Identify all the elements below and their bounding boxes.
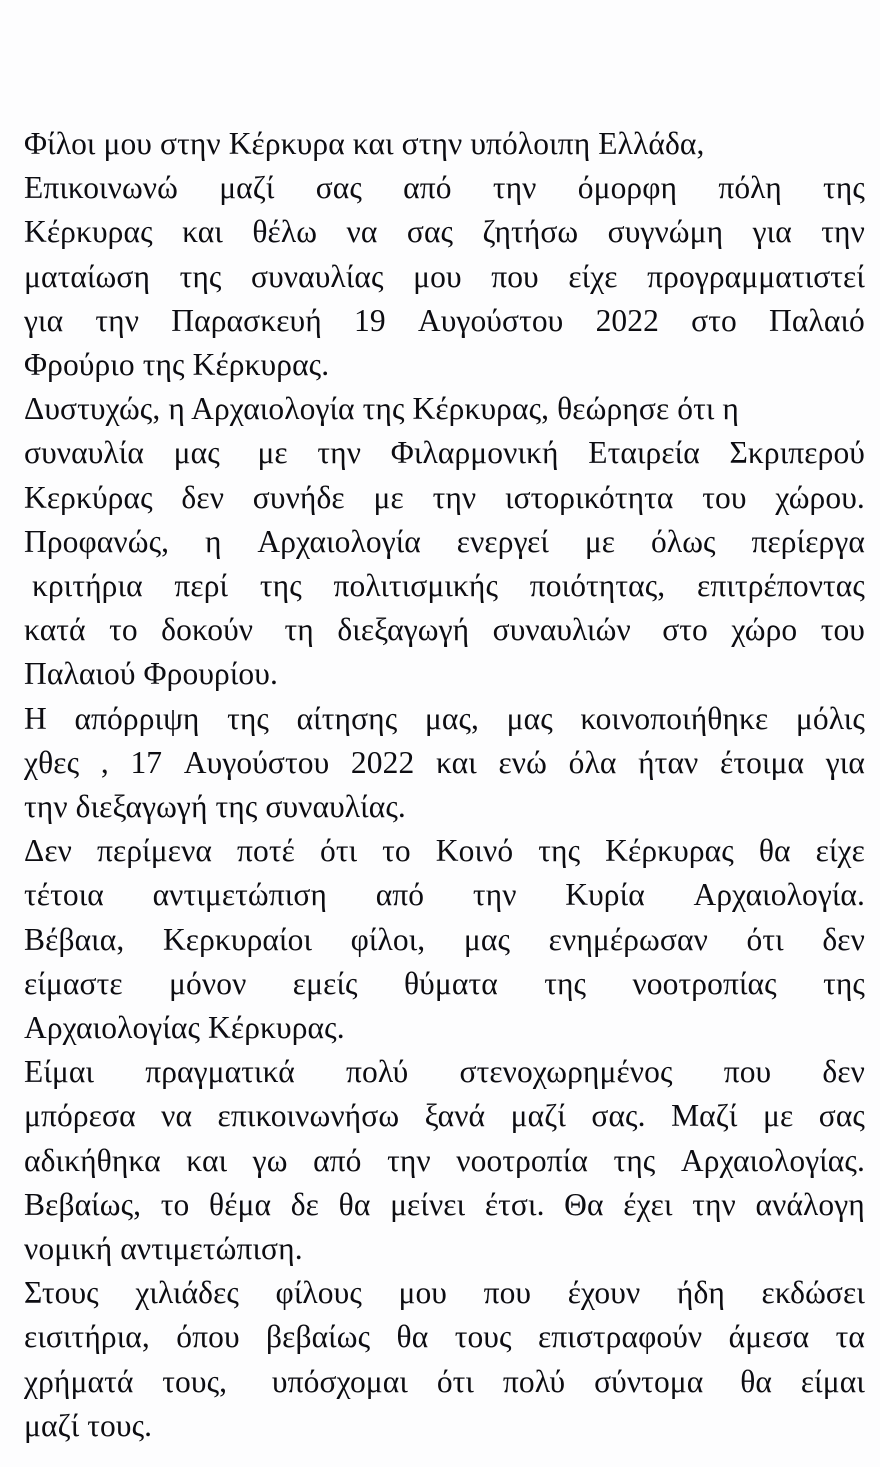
word: πολιτισμικής [333, 568, 499, 604]
word: ήταν [638, 744, 699, 780]
word: μας [173, 435, 220, 471]
word: Η [24, 700, 47, 736]
word: ότι [319, 833, 358, 869]
word: από [403, 170, 452, 206]
word: μείνει [390, 1186, 466, 1222]
word: στο [654, 612, 708, 648]
word: δεν [822, 1054, 865, 1090]
word: ενεργεί [456, 523, 549, 559]
word: τη [276, 612, 314, 648]
text-line [24, 608, 865, 652]
word: συναυλίας [251, 258, 384, 294]
word: χώρου. [775, 479, 865, 515]
word: όπου [176, 1319, 240, 1355]
word: φίλοι, [350, 921, 426, 957]
word: μας [463, 921, 511, 957]
paragraph [24, 122, 865, 387]
word: Αυγούστου [417, 302, 564, 338]
word: Στους [24, 1275, 99, 1311]
word: θύματα [403, 965, 498, 1001]
word: υπόσχομαι [255, 1363, 408, 1399]
word: αίτησης [296, 700, 398, 736]
word: σας [818, 1098, 865, 1134]
word: θα [396, 1319, 429, 1355]
word: χθες [24, 744, 80, 780]
word: ιστορικότητα [505, 479, 674, 515]
word: θα [758, 833, 791, 869]
word: ζητήσω [482, 214, 579, 250]
word: και [435, 744, 477, 780]
word: βεβαίως [266, 1319, 371, 1355]
word: θα [732, 1363, 773, 1399]
word: ανάλογη [755, 1186, 865, 1222]
word: πολύ [346, 1054, 409, 1090]
word: κατά [24, 612, 86, 648]
word: για [24, 302, 64, 338]
word: αντιμετώπιση [152, 877, 327, 913]
word: Κυρία [565, 877, 645, 913]
word: , [100, 744, 109, 780]
word: όλως [650, 523, 716, 559]
word: την [317, 435, 362, 471]
word: Είμαι [24, 1054, 95, 1090]
statement-text-body [24, 122, 865, 1448]
word: εμείς [292, 965, 358, 1001]
word: συγνώμη [607, 214, 724, 250]
word: και [182, 214, 223, 250]
word: μας [506, 700, 553, 736]
word: την [387, 1142, 431, 1178]
word: της [227, 700, 269, 736]
word: Επικοινωνώ [24, 170, 178, 206]
word: χιλιάδες [135, 1275, 239, 1311]
word: την [432, 479, 477, 515]
word: έχει [623, 1186, 673, 1222]
word: προγραμματιστεί [647, 258, 865, 294]
text-line [24, 873, 865, 917]
word: σας [406, 214, 454, 250]
word: ότι [746, 921, 784, 957]
word: σύντομα [594, 1363, 704, 1399]
word: στο [691, 302, 737, 338]
word: μόλις [795, 700, 865, 736]
word: Κερκυραίοι [162, 921, 313, 957]
text-line [24, 1139, 865, 1183]
word: επιτρέποντας [697, 568, 865, 604]
word: δεν [822, 921, 865, 957]
word: είμαστε [24, 965, 123, 1001]
word: φίλους [275, 1275, 362, 1311]
text-line: Παλαιού Φρουρίου. [24, 656, 278, 692]
word: αδικήθηκα [24, 1142, 161, 1178]
word: περίμενα [97, 833, 213, 869]
word: έτσι. [484, 1186, 545, 1222]
word: 17 [130, 744, 163, 780]
paragraph [24, 829, 865, 1050]
word: Θα [564, 1186, 604, 1222]
text-line [24, 1094, 865, 1138]
word: την [472, 877, 517, 913]
word: Παλαιό [769, 302, 865, 338]
word: και [186, 1142, 228, 1178]
text-line [24, 1050, 865, 1094]
text-line: μαζί τους. [24, 1407, 153, 1443]
word: της [538, 833, 581, 869]
word: χρήματά [24, 1363, 134, 1399]
word: μαζί [219, 170, 275, 206]
word: νοοτροπίας [632, 965, 777, 1001]
text-line [24, 1271, 865, 1315]
word: όλα [568, 744, 617, 780]
paragraph [24, 1050, 865, 1271]
word: συναυλία [24, 435, 144, 471]
word: από [375, 877, 425, 913]
word: Κοινό [435, 833, 514, 869]
word: διεξαγωγή [337, 612, 470, 648]
word: το [160, 1186, 190, 1222]
word: Βέβαια, [24, 921, 125, 957]
word: δοκούν [161, 612, 254, 648]
word: ξανά [424, 1098, 486, 1134]
paragraph [24, 387, 865, 696]
word: ήδη [676, 1275, 725, 1311]
text-line [24, 1183, 865, 1227]
word: Βεβαίως, [24, 1186, 142, 1222]
text-line [24, 255, 865, 299]
word: νοοτροπία [456, 1142, 588, 1178]
word: 2022 [595, 302, 659, 338]
word: την [492, 170, 537, 206]
word: η [204, 523, 222, 559]
word: συνήδε [252, 479, 345, 515]
word: Σκριπερού [729, 435, 865, 471]
word: μπόρεσα [24, 1098, 136, 1134]
text-line [24, 829, 865, 873]
word: στενοχωρημένος [459, 1054, 673, 1090]
word: Φιλαρμονική [390, 435, 559, 471]
word: να [346, 214, 378, 250]
word: κριτήρια [24, 568, 143, 604]
word: να [161, 1098, 193, 1134]
text-line [24, 431, 865, 475]
word: μόνον [169, 965, 247, 1001]
word: Αρχαιολογία [257, 523, 421, 559]
word: άμεσα [728, 1319, 810, 1355]
word: από [313, 1142, 362, 1178]
word: κοινοποιήθηκε [580, 700, 769, 736]
word: του [702, 479, 747, 515]
word: θα [338, 1186, 371, 1222]
word: περί [174, 568, 229, 604]
text-line [24, 1360, 865, 1404]
word: δε [290, 1186, 320, 1222]
word: έτοιμα [720, 744, 805, 780]
word: επιστραφούν [537, 1319, 703, 1355]
word: Προφανώς, [24, 523, 170, 559]
word: 2022 [350, 744, 415, 780]
text-line: νομική αντιμετώπιση. [24, 1231, 303, 1267]
word: σας [315, 170, 362, 206]
word: που [483, 1275, 532, 1311]
word: εισιτήρια, [24, 1319, 150, 1355]
word: Εταιρεία [588, 435, 700, 471]
text-line: την διεξαγωγή της συναυλίας. [24, 789, 406, 825]
text-line [24, 741, 865, 785]
word: πραγματικά [145, 1054, 295, 1090]
word: το [382, 833, 411, 869]
word: εκδώσει [761, 1275, 865, 1311]
word: περίεργα [751, 523, 865, 559]
word: δεν [181, 479, 225, 515]
text-line [24, 697, 865, 741]
text-line [24, 918, 865, 962]
word: Αρχαιολογία. [693, 877, 865, 913]
word: τέτοια [24, 877, 104, 913]
word: την [95, 302, 140, 338]
text-line: Φίλοι μου στην Κέρκυρα και στην υπόλοιπη Ελλάδα, [24, 126, 705, 161]
text-line [24, 564, 865, 608]
word: με [762, 1098, 794, 1134]
word: έχουν [567, 1275, 641, 1311]
word: την [821, 214, 865, 250]
word: πόλη [718, 170, 782, 206]
word: για [825, 744, 865, 780]
word: πολύ [502, 1363, 566, 1399]
text-line [24, 1315, 865, 1359]
word: ότι [436, 1363, 475, 1399]
word: για [752, 214, 792, 250]
word: της [613, 1142, 656, 1178]
paragraph [24, 1271, 865, 1448]
word: τους, [162, 1363, 228, 1399]
word: με [249, 435, 288, 471]
word: την [692, 1186, 736, 1222]
text-line: Φρούριο της Κέρκυρας. [24, 347, 330, 383]
word: μας, [424, 700, 480, 736]
word: με [584, 523, 616, 559]
text-line [24, 210, 865, 254]
word: Κέρκυρας [605, 833, 734, 869]
word: της [179, 258, 222, 294]
word: χώρο [731, 612, 798, 648]
word: Αυγούστου [183, 744, 330, 780]
word: μου [398, 1275, 448, 1311]
word: το [109, 612, 138, 648]
word: του [820, 612, 865, 648]
word: όμορφη [577, 170, 678, 206]
word: είχε [815, 833, 865, 869]
text-line: Αρχαιολογίας Κέρκυρας. [24, 1010, 345, 1046]
word: 19 [353, 302, 386, 338]
word: ματαίωση [24, 258, 151, 294]
word: με [373, 479, 404, 515]
word: Κέρκυρας [24, 214, 153, 250]
word: τους [454, 1319, 512, 1355]
text-line [24, 520, 865, 564]
word: τα [835, 1319, 865, 1355]
word: απόρριψη [74, 700, 200, 736]
word: θέμα [209, 1186, 272, 1222]
word: της [823, 965, 865, 1001]
text-line [24, 166, 865, 210]
word: της [823, 170, 865, 206]
word: είχε [568, 258, 618, 294]
word: της [544, 965, 587, 1001]
word: συναυλιών [492, 612, 631, 648]
word: που [723, 1054, 772, 1090]
word: μαζί [510, 1098, 566, 1134]
word: σας. [591, 1098, 646, 1134]
word: μου [413, 258, 462, 294]
word: Παρασκευή [171, 302, 322, 338]
text-line [24, 299, 865, 343]
paragraph [24, 697, 865, 830]
text-line [24, 476, 865, 520]
word: επικοινωνήσω [217, 1098, 400, 1134]
word: είμαι [800, 1363, 865, 1399]
word: θέλω [252, 214, 318, 250]
word: ενημέρωσαν [548, 921, 708, 957]
word: ποιότητας, [529, 568, 666, 604]
word: της [259, 568, 302, 604]
word: που [491, 258, 539, 294]
word: ενώ [498, 744, 547, 780]
word: Αρχαιολογίας. [680, 1142, 865, 1178]
word: γω [252, 1142, 288, 1178]
word: Κερκύρας [24, 479, 153, 515]
word: Δεν [24, 833, 73, 869]
word: Μαζί [671, 1098, 738, 1134]
word: ποτέ [237, 833, 295, 869]
text-line [24, 962, 865, 1006]
text-line: Δυστυχώς, η Αρχαιολογία της Κέρκυρας, θεώρησε ότι η [24, 391, 739, 427]
